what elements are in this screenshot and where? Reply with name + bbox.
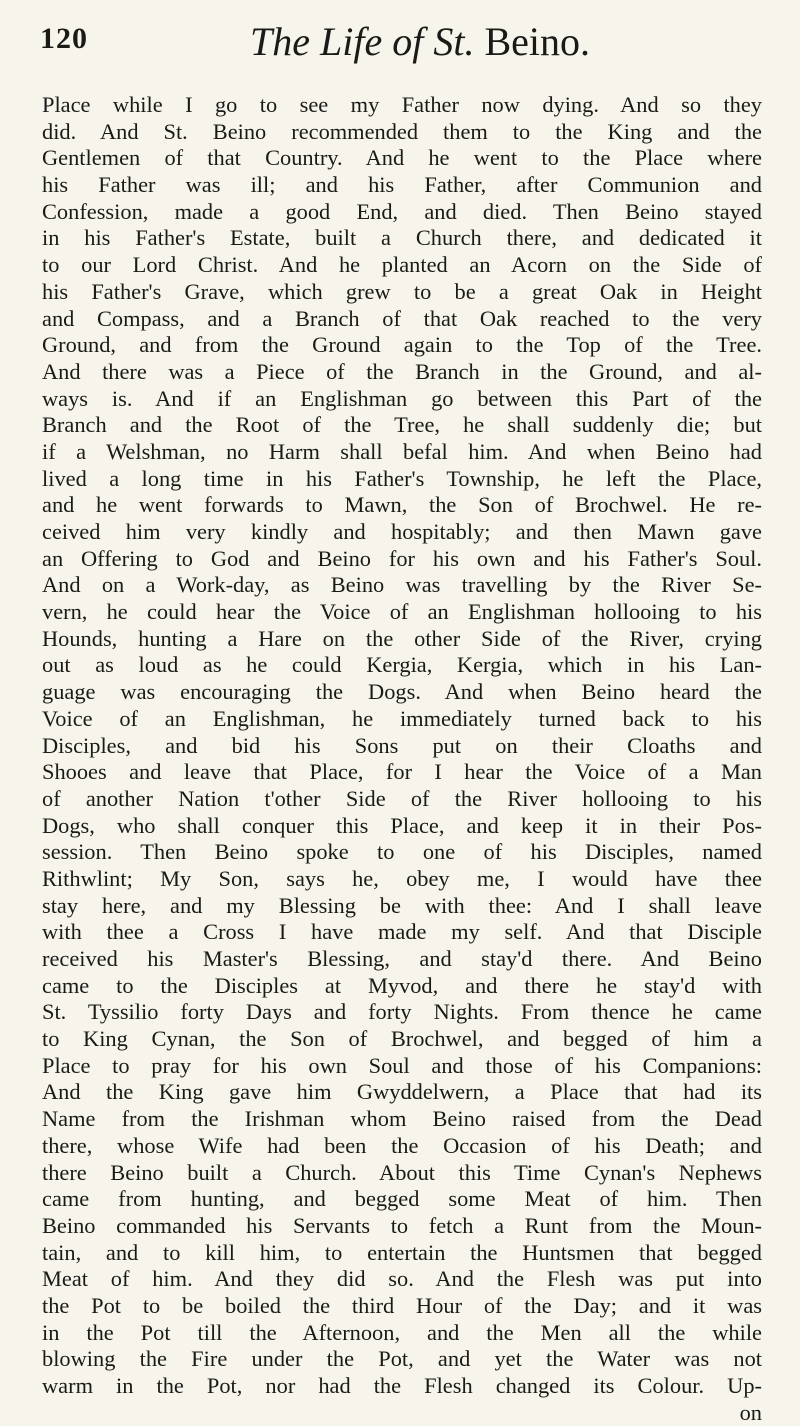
text-line: Hounds, hunting a Hare on the other Side of the River, crying — [42, 625, 762, 651]
text-line: Place to pray for his own Soul and those of his Companions: — [42, 1052, 762, 1078]
text-line: his Father was ill; and his Father, after Communion and — [42, 172, 762, 198]
text-line: Name from the Irishman whom Beino raised from the Dead — [42, 1106, 762, 1132]
text-line: stay here, and my Blessing be with thee: And I shall leave — [42, 892, 762, 918]
text-line: Dogs, who shall conquer this Place, and keep it in their Pos- — [42, 812, 762, 838]
text-line: if a Welshman, no Harm shall befal him. And when Beino had — [42, 438, 762, 464]
text-line: to our Lord Christ. And he planted an Acorn on the Side of — [42, 252, 762, 278]
text-line: there, whose Wife had been the Occasion of his Death; and — [42, 1132, 762, 1158]
body-text — [42, 92, 762, 1426]
text-line: Disciples, and bid his Sons put on their Cloaths and — [42, 732, 762, 758]
text-line: and Compass, and a Branch of that Oak reached to the very — [42, 305, 762, 331]
text-line: his Father's Grave, which grew to be a great Oak in Height — [42, 278, 762, 304]
text-line: an Offering to God and Beino for his own and his Father's Soul. — [42, 545, 762, 571]
text-line: And the King gave him Gwyddelwern, a Place that had its — [42, 1079, 762, 1105]
text-line: Rithwlint; My Son, says he, obey me, I would have thee — [42, 865, 762, 891]
text-line: of another Nation t'other Side of the River hollooing to his — [42, 785, 762, 811]
running-header — [40, 16, 760, 72]
text-line: with thee a Cross I have made my self. And that Disciple — [42, 919, 762, 945]
catchword: on — [739, 1399, 762, 1425]
text-line: out as loud as he could Kergia, Kergia, which in his Lan- — [42, 652, 762, 678]
text-line: St. Tyssilio forty Days and forty Nights. From thence he came — [42, 999, 762, 1025]
text-line: warm in the Pot, nor had the Flesh changed its Colour. Up- — [42, 1373, 762, 1398]
text-line: Place while I go to see my Father now dying. And so they — [42, 92, 762, 117]
text-line: in his Father's Estate, built a Church there, and dedicated it — [42, 225, 762, 251]
text-line: to King Cynan, the Son of Brochwel, and begged of him a — [42, 1026, 762, 1052]
text-line: tain, and to kill him, to entertain the Huntsmen that begged — [42, 1239, 762, 1265]
text-line: the Pot to be boiled the third Hour of the Day; and it was — [42, 1292, 762, 1318]
running-title — [250, 18, 590, 65]
text-line: Branch and the Root of the Tree, he shall suddenly die; but — [42, 412, 762, 438]
running-title-name: Beino. — [484, 19, 590, 64]
text-line: Meat of him. And they did so. And the Flesh was put into — [42, 1266, 762, 1292]
text-line: lived a long time in his Father's Township, he left the Place, — [42, 465, 762, 491]
text-line: Beino commanded his Servants to fetch a Runt from the Moun- — [42, 1212, 762, 1238]
text-line: And on a Work-day, as Beino was travelling by the River Se- — [42, 572, 762, 598]
text-line: and he went forwards to Mawn, the Son of Brochwel. He re- — [42, 492, 762, 518]
text-line: vern, he could hear the Voice of an Englishman hollooing to his — [42, 599, 762, 625]
text-line: ways is. And if an Englishman go between this Part of the — [42, 385, 762, 411]
text-line: Gentlemen of that Country. And he went to the Place where — [42, 145, 762, 171]
text-line: Shooes and leave that Place, for I hear the Voice of a Man — [42, 759, 762, 785]
text-line: blowing the Fire under the Pot, and yet the Water was not — [42, 1346, 762, 1372]
text-line: And there was a Piece of the Branch in the Ground, and al- — [42, 358, 762, 384]
text-line: in the Pot till the Afternoon, and the Men all the while — [42, 1319, 762, 1345]
text-line: Confession, made a good End, and died. Then Beino stayed — [42, 198, 762, 224]
text-line: came to the Disciples at Myvod, and there he stay'd with — [42, 972, 762, 998]
text-line: received his Master's Blessing, and stay'd there. And Beino — [42, 946, 762, 971]
text-line: did. And St. Beino recommended them to the King and the — [42, 118, 762, 144]
page-number: 120 — [40, 22, 88, 55]
text-line: Voice of an Englishman, he immediately turned back to his — [42, 705, 762, 731]
running-title-italic: The Life of St. — [250, 19, 475, 64]
text-line: ceived him very kindly and hospitably; and then Mawn gave — [42, 519, 762, 544]
text-line: came from hunting, and begged some Meat of him. Then — [42, 1186, 762, 1212]
text-line: Ground, and from the Ground again to the Top of the Tree. — [42, 332, 762, 358]
text-line: session. Then Beino spoke to one of his Disciples, named — [42, 839, 762, 865]
text-line: there Beino built a Church. About this Time Cynan's Nephews — [42, 1159, 762, 1185]
text-line: guage was encouraging the Dogs. And when Beino heard the — [42, 679, 762, 705]
